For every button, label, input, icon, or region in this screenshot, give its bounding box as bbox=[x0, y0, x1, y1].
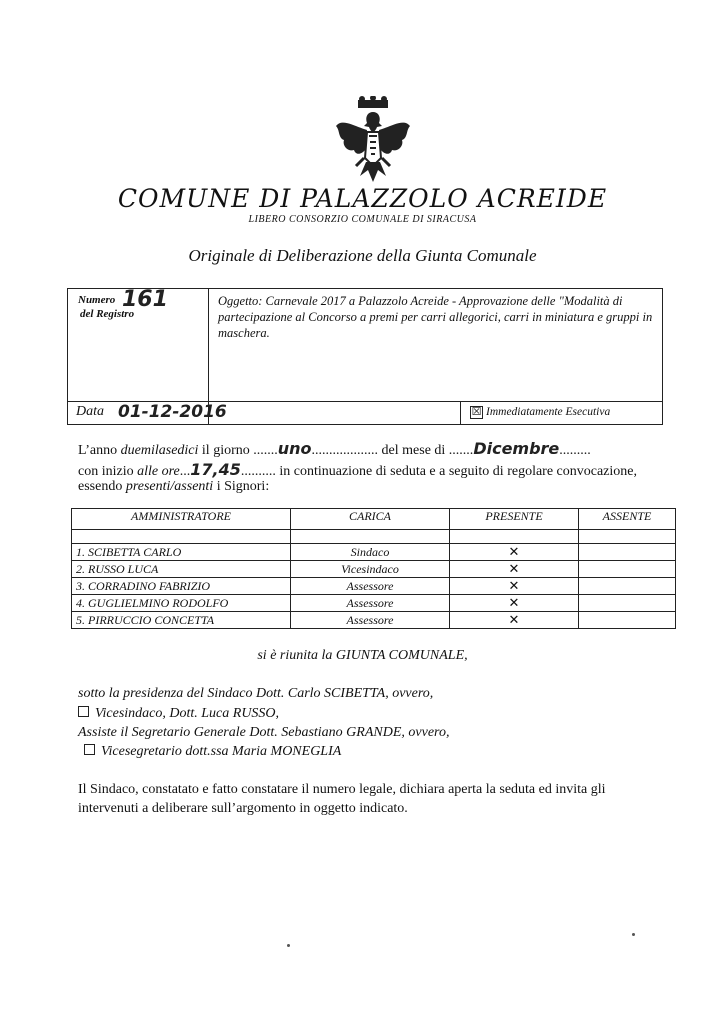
table-row: 4. GUGLIELMINO RODOLFO Assessore ✕ bbox=[72, 595, 676, 612]
number-label: Numero bbox=[78, 294, 116, 306]
present-mark: ✕ bbox=[450, 578, 579, 595]
document-type-heading: Originale di Deliberazione della Giunta Comunale bbox=[188, 246, 537, 265]
table-row: 2. RUSSO LUCA Vicesindaco ✕ bbox=[72, 561, 676, 578]
table-row: 1. SCIBETTA CARLO Sindaco ✕ bbox=[72, 544, 676, 561]
vice-secretary-line: Vicesegretario dott.ssa Maria MONEGLIA bbox=[84, 744, 341, 760]
scan-speck bbox=[287, 944, 290, 947]
municipal-crest-eagle bbox=[334, 96, 412, 186]
handwritten-hour: 17,45 bbox=[190, 460, 241, 479]
table-row: 5. PIRRUCCIO CONCETTA Assessore ✕ bbox=[72, 612, 676, 629]
vice-secretary-checkbox bbox=[84, 744, 95, 755]
present-mark: ✕ bbox=[450, 612, 579, 629]
present-mark: ✕ bbox=[450, 544, 579, 561]
deliberation-header-box bbox=[67, 288, 663, 425]
present-mark: ✕ bbox=[450, 595, 579, 612]
vice-mayor-checkbox bbox=[78, 706, 89, 717]
session-line-1: L’anno duemilasedici il giorno .......uno................... del mese di .......Dicembre......... bbox=[78, 439, 591, 458]
column-header: CARICA bbox=[291, 509, 450, 530]
date-label: Data bbox=[76, 404, 104, 419]
session-line-3: essendo presenti/assenti i Signori: bbox=[78, 479, 270, 494]
table-header-row bbox=[72, 509, 676, 530]
municipality-title: COMUNE DI PALAZZOLO ACREIDE bbox=[117, 184, 608, 213]
date-value: 01-12-2016 bbox=[118, 402, 227, 422]
column-header: PRESENTE bbox=[450, 509, 579, 530]
giunta-convened-text: si è riunita la GIUNTA COMUNALE, bbox=[257, 648, 468, 663]
number-value: 161 bbox=[122, 287, 168, 312]
handwritten-month: Dicembre bbox=[473, 439, 560, 458]
scan-speck bbox=[632, 933, 635, 936]
attendance-table bbox=[71, 508, 676, 629]
subject-text: Oggetto: Carnevale 2017 a Palazzolo Acreide - Approvazione delle "Modalità di partecipazione al Concorso a premi per carri allegorici, carri in miniatura e gruppi in maschera. bbox=[218, 294, 653, 340]
vice-mayor-line: Vicesindaco, Dott. Luca RUSSO, bbox=[78, 706, 279, 722]
consortium-subtitle: LIBERO CONSORZIO COMUNALE DI SIRACUSA bbox=[248, 214, 477, 225]
secretary-line: Assiste il Segretario Generale Dott. Sebastiano GRANDE, ovvero, bbox=[78, 725, 450, 740]
table-row: 3. CORRADINO FABRIZIO Assessore ✕ bbox=[72, 578, 676, 595]
column-header: AMMINISTRATORE bbox=[72, 509, 291, 530]
handwritten-day: uno bbox=[277, 439, 312, 458]
session-line-2: con inizio alle ore...17,45.......... in continuazione di seduta e a seguito di regolare convocazione, bbox=[78, 460, 638, 479]
present-mark: ✕ bbox=[450, 561, 579, 578]
closing-paragraph: Il Sindaco, constatato e fatto constatare il numero legale, dichiara aperta la seduta ed invita gli intervenuti a deliberare sull’argomento in oggetto indicato. bbox=[78, 782, 606, 816]
immediately-executive-checkbox: ☒ bbox=[471, 406, 482, 418]
register-label: del Registro bbox=[80, 308, 135, 320]
presidency-line: sotto la presidenza del Sindaco Dott. Carlo SCIBETTA, ovvero, bbox=[78, 686, 434, 701]
immediately-executive-label: Immediatamente Esecutiva bbox=[486, 406, 611, 418]
column-header: ASSENTE bbox=[579, 509, 676, 530]
